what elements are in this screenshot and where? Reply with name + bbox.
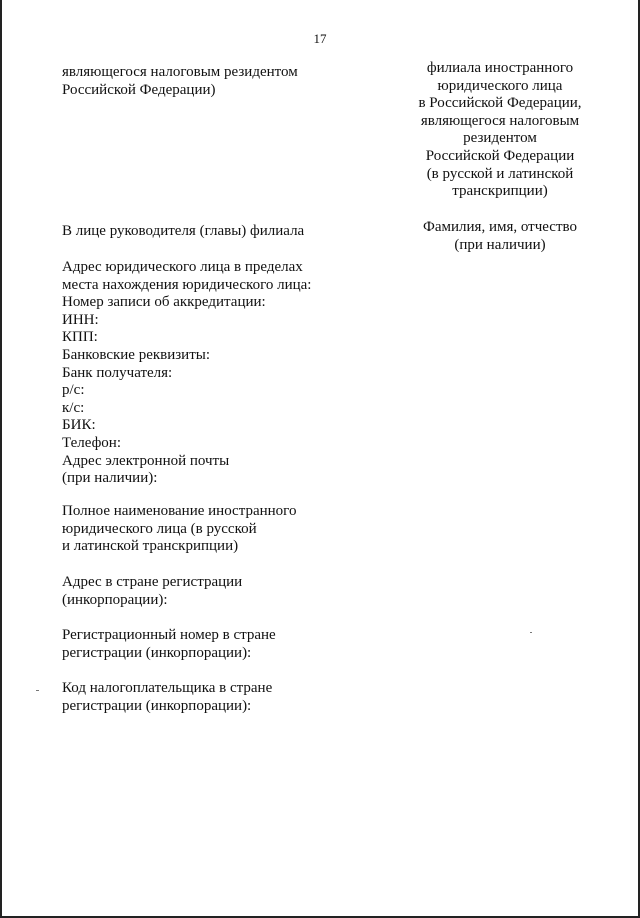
text-line: юридического лица (в русской — [62, 520, 257, 537]
text-line: филиала иностранного — [426, 60, 574, 76]
text-line: Российской Федерации — [425, 147, 575, 164]
text-line: (инкорпорации): — [62, 591, 168, 608]
text-line: Фамилия, имя, отчество — [423, 219, 577, 235]
requisite-line: р/с: — [62, 382, 85, 399]
requisite-line: Телефон: — [62, 434, 121, 451]
country-address-block — [62, 574, 352, 609]
scan-border-left — [0, 0, 2, 918]
head-label-block — [62, 223, 352, 241]
text-line: являющегося налоговым резидентом — [62, 64, 298, 80]
head-caption-block — [390, 219, 610, 254]
text-line: (при наличии) — [454, 236, 546, 253]
text-line: регистрации (инкорпорации): — [62, 697, 252, 714]
text-line: юридического лица — [437, 77, 563, 94]
requisite-line: Банковские реквизиты: — [62, 346, 211, 363]
text-line: Код налогоплательщика в стране — [62, 680, 273, 696]
text-line: являющегося налоговым — [420, 112, 580, 129]
text-line: Регистрационный номер в стране — [62, 627, 276, 643]
text-line: и латинской транскрипции) — [62, 538, 239, 555]
text-line: (в русской и латинской — [426, 165, 574, 182]
head-label: В лице руководителя (главы) филиала — [62, 223, 305, 239]
requisite-line: к/с: — [62, 399, 85, 416]
requisite-line: ИНН: — [62, 311, 99, 328]
requisite-line: Номер записи об аккредитации: — [62, 294, 266, 311]
requisite-line: КПП: — [62, 329, 98, 346]
page-number: 17 — [313, 31, 327, 46]
text-line: Российской Федерации) — [62, 81, 216, 98]
requisite-line: (при наличии): — [62, 470, 158, 487]
requisites-block — [62, 259, 352, 488]
text-line: в Российской Федерации, — [418, 95, 582, 112]
reg-number-block — [62, 627, 352, 662]
scan-speck — [36, 690, 39, 691]
scan-speck — [530, 632, 532, 633]
text-line: транскрипции) — [452, 183, 548, 200]
text-line: Адрес в стране регистрации — [62, 574, 243, 590]
requisite-line: БИК: — [62, 417, 96, 434]
tax-code-block — [62, 680, 352, 715]
foreign-name-block — [62, 503, 352, 556]
requisite-line: места нахождения юридического лица: — [62, 276, 312, 293]
requisite-line: Адрес юридического лица в пределах — [62, 259, 303, 275]
requisite-line: Банк получателя: — [62, 364, 173, 381]
text-line: резидентом — [463, 130, 537, 147]
left-top-block — [62, 64, 352, 99]
requisite-line: Адрес электронной почты — [62, 452, 230, 469]
right-top-block — [390, 60, 610, 201]
text-line: регистрации (инкорпорации): — [62, 644, 252, 661]
text-line: Полное наименование иностранного — [62, 503, 297, 519]
